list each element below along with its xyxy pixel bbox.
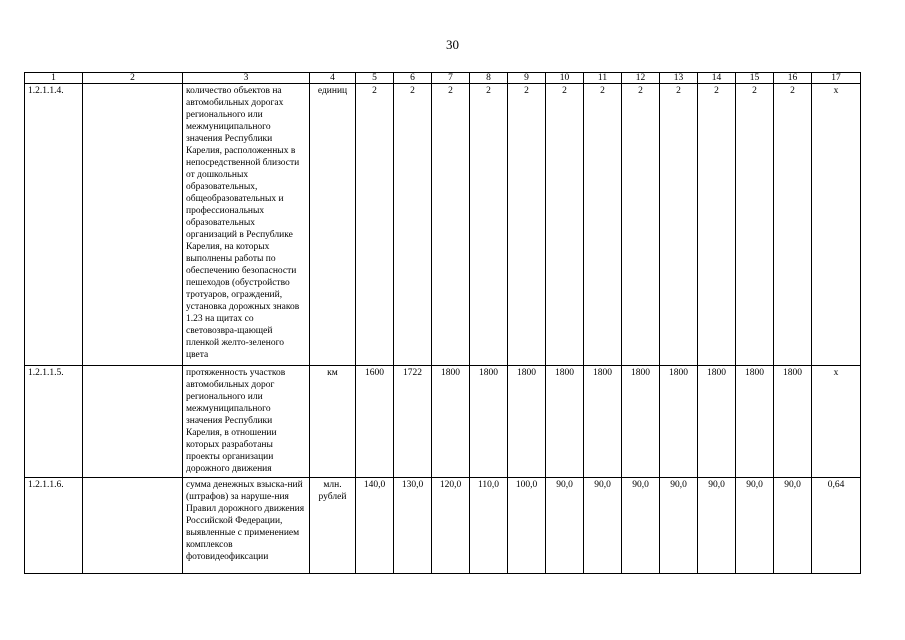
year-value: 2: [584, 84, 622, 366]
column-number-header: 10: [546, 73, 584, 84]
unit-of-measure: млн. рублей: [310, 478, 356, 574]
column-number-header: 8: [470, 73, 508, 84]
year-value: 90,0: [736, 478, 774, 574]
year-value: 1800: [698, 366, 736, 478]
column-number-header: 13: [660, 73, 698, 84]
year-value: 2: [774, 84, 812, 366]
year-value: 2: [698, 84, 736, 366]
year-value: 2: [736, 84, 774, 366]
row-column-17: x: [812, 366, 861, 478]
indicators-table: [24, 72, 861, 574]
row-column-2: [83, 478, 183, 574]
year-value: 110,0: [470, 478, 508, 574]
year-value: 1800: [584, 366, 622, 478]
year-value: 90,0: [584, 478, 622, 574]
column-number-header: 7: [432, 73, 470, 84]
year-value: 2: [356, 84, 394, 366]
column-number-header: 9: [508, 73, 546, 84]
year-value: 1800: [508, 366, 546, 478]
column-number-header: 1: [25, 73, 83, 84]
year-value: 130,0: [394, 478, 432, 574]
page-number: 30: [446, 37, 459, 52]
year-value: 120,0: [432, 478, 470, 574]
row-column-2: [83, 366, 183, 478]
year-value: 1800: [736, 366, 774, 478]
year-value: 90,0: [660, 478, 698, 574]
year-value: 2: [660, 84, 698, 366]
column-number-header: 4: [310, 73, 356, 84]
year-value: 1800: [432, 366, 470, 478]
unit-of-measure: км: [310, 366, 356, 478]
column-number-header: 5: [356, 73, 394, 84]
row-column-17: x: [812, 84, 861, 366]
row-column-2: [83, 84, 183, 366]
year-value: 2: [432, 84, 470, 366]
year-value: 90,0: [546, 478, 584, 574]
year-value: 1800: [470, 366, 508, 478]
column-number-header: 2: [83, 73, 183, 84]
year-value: 2: [508, 84, 546, 366]
table-body: [25, 73, 861, 574]
row-code: 1.2.1.1.4.: [25, 84, 83, 366]
year-value: 1722: [394, 366, 432, 478]
column-number-header: 12: [622, 73, 660, 84]
column-number-header: 6: [394, 73, 432, 84]
unit-of-measure: единиц: [310, 84, 356, 366]
year-value: 2: [622, 84, 660, 366]
indicator-name: сумма денежных взыска-ний (штрафов) за наруше-ния Правил дорожного движения Российской Федерации, выявленные с применением комплексов фотовидеофиксации: [183, 478, 310, 574]
table-row: [25, 478, 861, 574]
column-number-header: 11: [584, 73, 622, 84]
indicator-name: количество объектов на автомобильных дорогах регионального или межмуниципального значения Республики Карелия, расположенных в непосредственной близости от дошкольных образовательных, общеобразовательных и профессиональных образовательных организаций в Республике Карелия, на которых выполнены работы по обеспечению безопасности пешеходов (обустройство тротуаров, ограждений, установка дорожных знаков 1.23 на щитах со световозвра-щающей пленкой желто-зеленого цвета: [183, 84, 310, 366]
column-number-header: 15: [736, 73, 774, 84]
year-value: 2: [470, 84, 508, 366]
column-number-header: 17: [812, 73, 861, 84]
year-value: 100,0: [508, 478, 546, 574]
row-code: 1.2.1.1.6.: [25, 478, 83, 574]
year-value: 90,0: [698, 478, 736, 574]
row-column-17: 0,64: [812, 478, 861, 574]
year-value: 140,0: [356, 478, 394, 574]
year-value: 1800: [774, 366, 812, 478]
column-number-header: 14: [698, 73, 736, 84]
year-value: 90,0: [774, 478, 812, 574]
year-value: 2: [394, 84, 432, 366]
table-row: [25, 84, 861, 366]
year-value: 1800: [622, 366, 660, 478]
indicator-name: протяженность участков автомобильных дорог регионального или межмуниципального значения Республики Карелия, в отношении которых разработаны проекты организации дорожного движения: [183, 366, 310, 478]
year-value: 1600: [356, 366, 394, 478]
year-value: 90,0: [622, 478, 660, 574]
column-number-header: 3: [183, 73, 310, 84]
column-number-row: [25, 73, 861, 84]
year-value: 1800: [546, 366, 584, 478]
column-number-header: 16: [774, 73, 812, 84]
row-code: 1.2.1.1.5.: [25, 366, 83, 478]
year-value: 2: [546, 84, 584, 366]
year-value: 1800: [660, 366, 698, 478]
table-row: [25, 366, 861, 478]
